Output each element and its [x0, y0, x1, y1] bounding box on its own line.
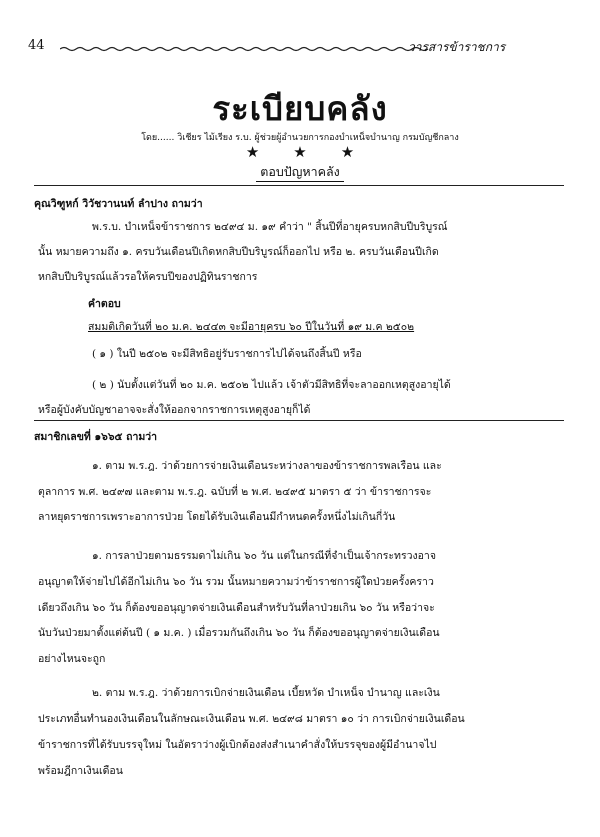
- q1-answer-line: สมมติเกิดวันที่ ๒๐ ม.ค. ๒๔๔๓ จะมีอายุครบ ๖๐ ปีในวันที่ ๑๙ ม.ค ๒๕๐๒: [88, 321, 415, 333]
- q1-answer-line: ( ๒ ) นับตั้งแต่วันที่ ๒๐ ม.ค. ๒๕๐๒ ไปแล้ว เจ้าตัวมีสิทธิที่จะลาออกเหตุสูงอายุได้: [92, 379, 451, 391]
- q1-line: นั้น หมายความถึง ๑. ครบวันเดือนปีเกิดหกสิบปีบริบูรณ์ก็ออกไป หรือ ๒. ครบวันเดือนปีเกิด: [38, 246, 439, 258]
- q2-line: อนุญาตให้จ่ายไปได้อีกไม่เกิน ๖๐ วัน รวม นั้นหมายความว่าข้าราชการผู้ใดป่วยครั้งคราว: [38, 576, 434, 588]
- q2-line: ๑. การลาป่วยตามธรรมดาไม่เกิน ๖๐ วัน แต่ในกรณีที่จำเป็นเจ้ากระทรวงอาจ: [92, 550, 436, 562]
- question-divider: [34, 420, 564, 421]
- q1-asker: คุณวิฑูหก์ วิวัชวานนท์ ลำปาง ถามว่า: [34, 198, 203, 210]
- q2-line: ๑. ตาม พ.ร.ฎ. ว่าด้วยการจ่ายเงินเดือนระหว่างลาของข้าราชการพลเรือน และ: [92, 460, 442, 472]
- header-rule: [60, 46, 430, 52]
- q2-line: ประเภทอื่นทำนองเงินเดือนในลักษณะเงินเดือน พ.ศ. ๒๔๙๘ มาตรา ๑๐ ว่า การเบิกจ่ายเงินเดือน: [38, 713, 465, 725]
- q2-line: ข้าราชการที่ได้รับบรรจุใหม่ ในอัตราว่างผู้เบิกต้องส่งสำเนาคำสั่งให้บรรจุของผู้มีอำนาจไป: [38, 739, 437, 751]
- q2-line: ๒. ตาม พ.ร.ฎ. ว่าด้วยการเบิกจ่ายเงินเดือน เบี้ยหวัด บำเหน็จ บำนาญ และเงิน: [92, 687, 440, 699]
- q1-answer-line: หรือผู้บังคับบัญชาอาจจะสั่งให้ออกจากราชการเหตุสูงอายุก็ได้: [38, 404, 311, 416]
- q2-line: ลาหยุดราชการเพราะอาการป่วย โดยได้รับเงินเดือนมีกำหนดครั้งหนึ่งไม่เกินกี่วัน: [38, 511, 396, 523]
- q2-line: อย่างไหนจะถูก: [38, 653, 106, 665]
- section-title-wrapper: [0, 162, 600, 182]
- byline: โดย...... วิเชียร ไม้เรียง ร.บ. ผู้ช่วยผู้อำนวยการกองบำเหน็จบำนาญ กรมบัญชีกลาง: [141, 133, 459, 143]
- q2-line: เดียวถึงเกิน ๖๐ วัน ก็ต้องขออนุญาตจ่ายเงินเดือนสำหรับวันที่ลาป่วยเกิน ๖๐ วัน หรือว่าจะ: [38, 602, 435, 614]
- q1-line: พ.ร.บ. บำเหน็จข้าราชการ ๒๔๙๔ ม. ๑๙ คำว่า " สิ้นปีที่อายุครบหกสิบปีบริบูรณ์: [92, 221, 448, 233]
- q1-line: หกสิบปีบริบูรณ์แล้วรอให้ครบปีของปฏิทินราชการ: [38, 271, 258, 283]
- decorative-stars: ★★★: [245, 143, 389, 161]
- journal-name: วารสารข้าราชการ: [408, 40, 506, 54]
- q1-answer-line: ( ๑ ) ในปี ๒๕๐๒ จะมีสิทธิอยู่รับราชการไปได้จนถึงสิ้นปี หรือ: [92, 348, 362, 360]
- page-number: 44: [28, 38, 45, 53]
- q2-asker: สมาชิกเลขที่ ๑๖๖๕ ถามว่า: [34, 431, 158, 443]
- section-title: ตอบปัญหาคลัง: [256, 164, 344, 182]
- section-rule: [34, 185, 564, 186]
- article-title: ระเบียบคลัง: [212, 89, 388, 128]
- q2-line: พร้อมฎีกาเงินเดือน: [38, 765, 123, 777]
- q2-line: นับวันป่วยมาตั้งแต่ต้นปี ( ๑ ม.ค. ) เมื่อรวมกันถึงเกิน ๖๐ วัน ก็ต้องขออนุญาตจ่ายเงินเดือน: [38, 627, 440, 639]
- q1-answer-label: คำตอบ: [88, 298, 121, 310]
- q2-line: ตุลาการ พ.ศ. ๒๔๙๗ และตาม พ.ร.ฎ. ฉบับที่ ๒ พ.ศ. ๒๔๙๕ มาตรา ๕ ว่า ข้าราชการจะ: [38, 486, 432, 498]
